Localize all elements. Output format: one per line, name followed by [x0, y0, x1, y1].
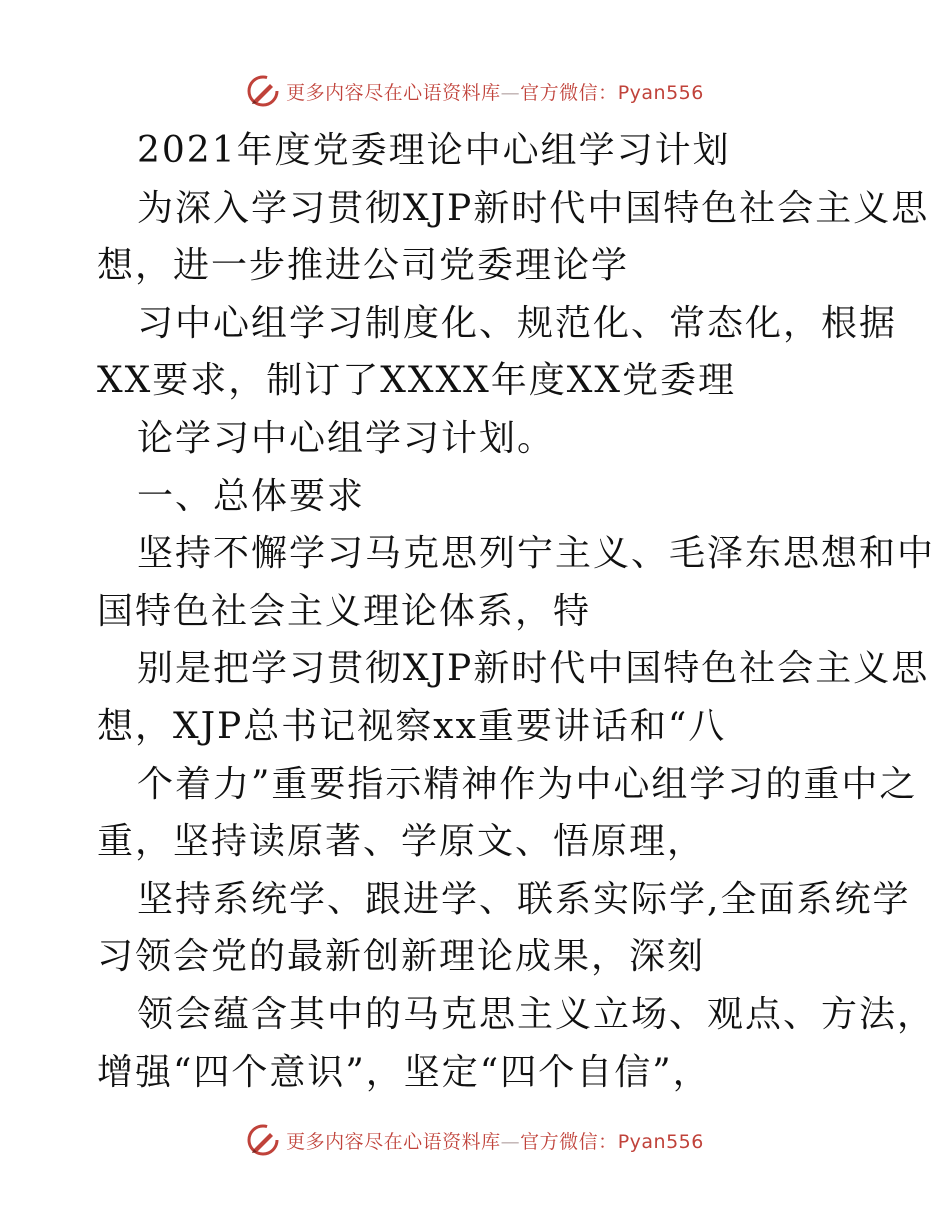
header-watermark — [0, 71, 950, 111]
text-line: 个着力”重要指示精神作为中心组学习的重中之 — [137, 763, 918, 805]
text-line: 别是把学习贯彻XJP新时代中国特色社会主义思 — [137, 648, 930, 690]
text-line: 重，坚持读原著、学原文、悟原理， — [97, 821, 706, 863]
document-body — [97, 122, 936, 1101]
text-line: 想，XJP总书记视察xx重要讲话和“八 — [97, 705, 727, 747]
text-line: 坚持不懈学习马克思列宁主义、毛泽东思想和中 — [137, 533, 936, 575]
text-line: 领会蕴含其中的马克思主义立场、观点、方法， — [137, 993, 936, 1035]
document-title: 2021年度党委理论中心组学习计划 — [137, 130, 731, 171]
pen-logo-icon — [246, 74, 280, 108]
text-line: 为深入学习贯彻XJP新时代中国特色社会主义思 — [137, 187, 930, 229]
text-line: 论学习中心组学习计划。 — [137, 417, 556, 459]
text-line: 增强“四个意识”，坚定“四个自信”， — [97, 1051, 711, 1093]
text-line: 想，进一步推进公司党委理论学 — [97, 245, 630, 287]
text-line: 习领会党的最新创新理论成果，深刻 — [97, 936, 706, 978]
pen-logo-icon — [246, 1123, 280, 1157]
watermark-text: 更多内容尽在心语资料库—官方微信：Pyan556 — [286, 81, 704, 104]
section-heading: 一、总体要求 — [137, 475, 366, 517]
text-line: 坚持系统学、跟进学、联系实际学,全面系统学 — [137, 878, 911, 920]
footer-watermark — [0, 1120, 950, 1160]
text-line: 习中心组学习制度化、规范化、常态化，根据 — [137, 302, 898, 344]
watermark-text: 更多内容尽在心语资料库—官方微信：Pyan556 — [286, 1130, 704, 1153]
text-line: XX要求，制订了XXXX年度XX党委理 — [97, 360, 737, 402]
text-line: 国特色社会主义理论体系，特 — [97, 590, 592, 632]
